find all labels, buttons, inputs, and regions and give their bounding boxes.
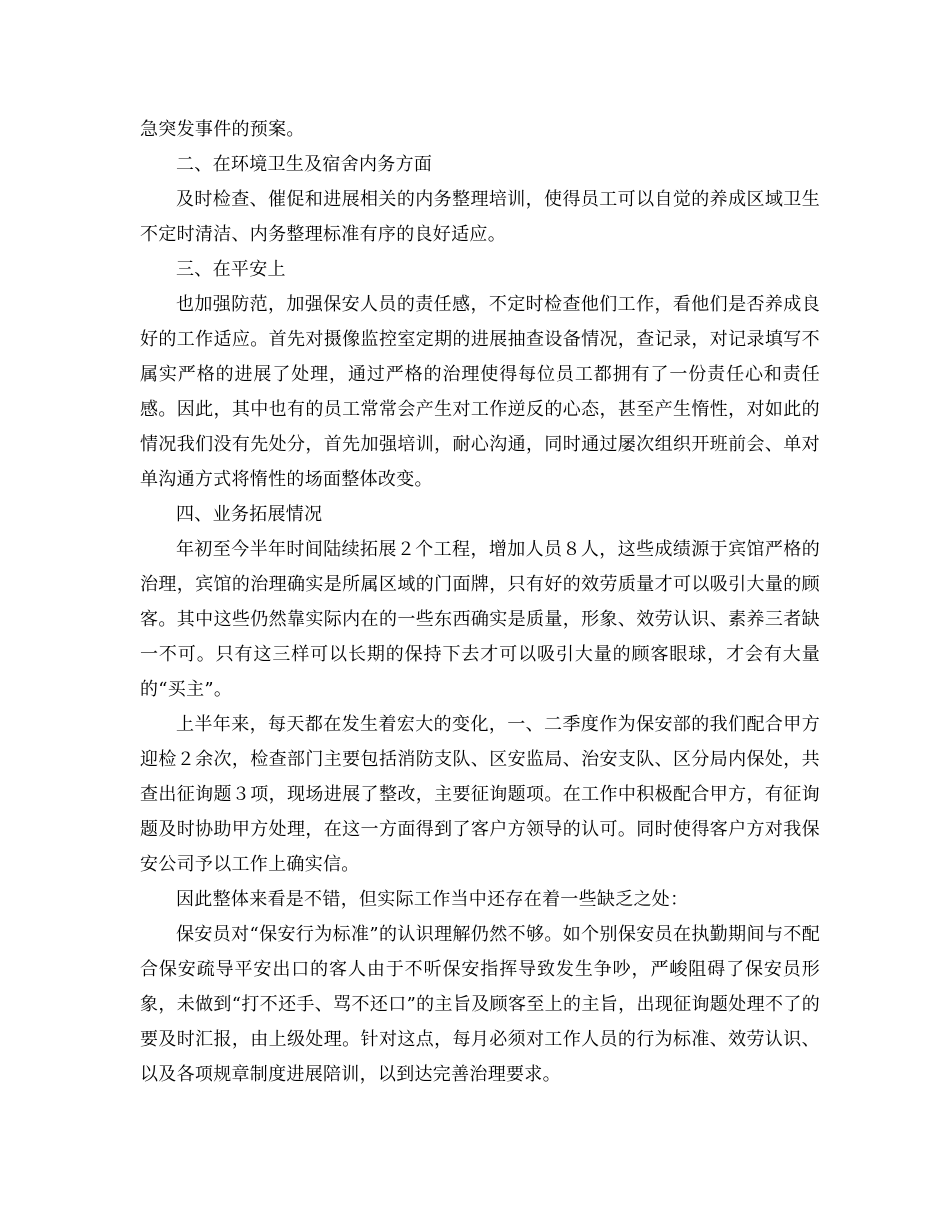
paragraph: 年初至今半年时间陆续拓展２个工程，增加人员８人，这些成绩源于宾馆严格的治理，宾馆的治理确实是所属区域的门面牌，只有好的效劳质量才可以吸引大量的顾客。其中这些仍然靠实际内在的一些东西确实是质量，形象、效劳认识、素养三者缺一不可。只有这三样可以长期的保持下去才可以吸引大量的顾客眼球，才会有大量的“买主”。 [140,539,820,700]
paragraph: 上半年来，每天都在发生着宏大的变化，一、二季度作为保安部的我们配合甲方迎检２余次，检查部门主要包括消防支队、区安监局、治安支队、区分局内保处，共查出征询题３项，现场进展了整改，主要征询题项。在工作中积极配合甲方，有征询题及时协助甲方处理，在这一方面得到了客户方领导的认可。同时使得客户方对我保安公司予以工作上确实信。 [140,714,820,875]
section-heading: 二、在环境卫生及宿舍内务方面 [176,154,433,175]
section-heading: 三、在平安上 [176,259,286,280]
document-body [140,112,820,1092]
section-heading: 四、业务拓展情况 [176,504,323,525]
paragraph: 保安员对“保安行为标准”的认识理解仍然不够。如个别保安员在执勤期间与不配合保安疏导平安出口的客人由于不听保安指挥导致发生争吵，严峻阻碍了保安员形象，未做到“打不还手、骂不还口”的主旨及顾客至上的主旨，出现征询题处理不了的要及时汇报，由上级处理。针对这点，每月必须对工作人员的行为标准、效劳认识、以及各项规章制度进展陪训，以到达完善治理要求。 [140,924,820,1085]
paragraph: 及时检查、催促和进展相关的内务整理培训，使得员工可以自觉的养成区域卫生不定时清洁、内务整理标准有序的良好适应。 [140,189,820,245]
paragraph: 因此整体来看是不错，但实际工作当中还存在着一些缺乏之处： [176,889,689,910]
paragraph: 也加强防范，加强保安人员的责任感，不定时检查他们工作，看他们是否养成良好的工作适应。首先对摄像监控室定期的进展抽查设备情况，查记录，对记录填写不属实严格的进展了处理，通过严格的治理使得每位员工都拥有了一份责任心和责任感。因此，其中也有的员工常常会产生对工作逆反的心态，甚至产生惰性，对如此的情况我们没有先处分，首先加强培训，耐心沟通，同时通过屡次组织开班前会、单对单沟通方式将惰性的场面整体改变。 [140,294,820,490]
paragraph: 急突发事件的预案。 [140,119,305,140]
